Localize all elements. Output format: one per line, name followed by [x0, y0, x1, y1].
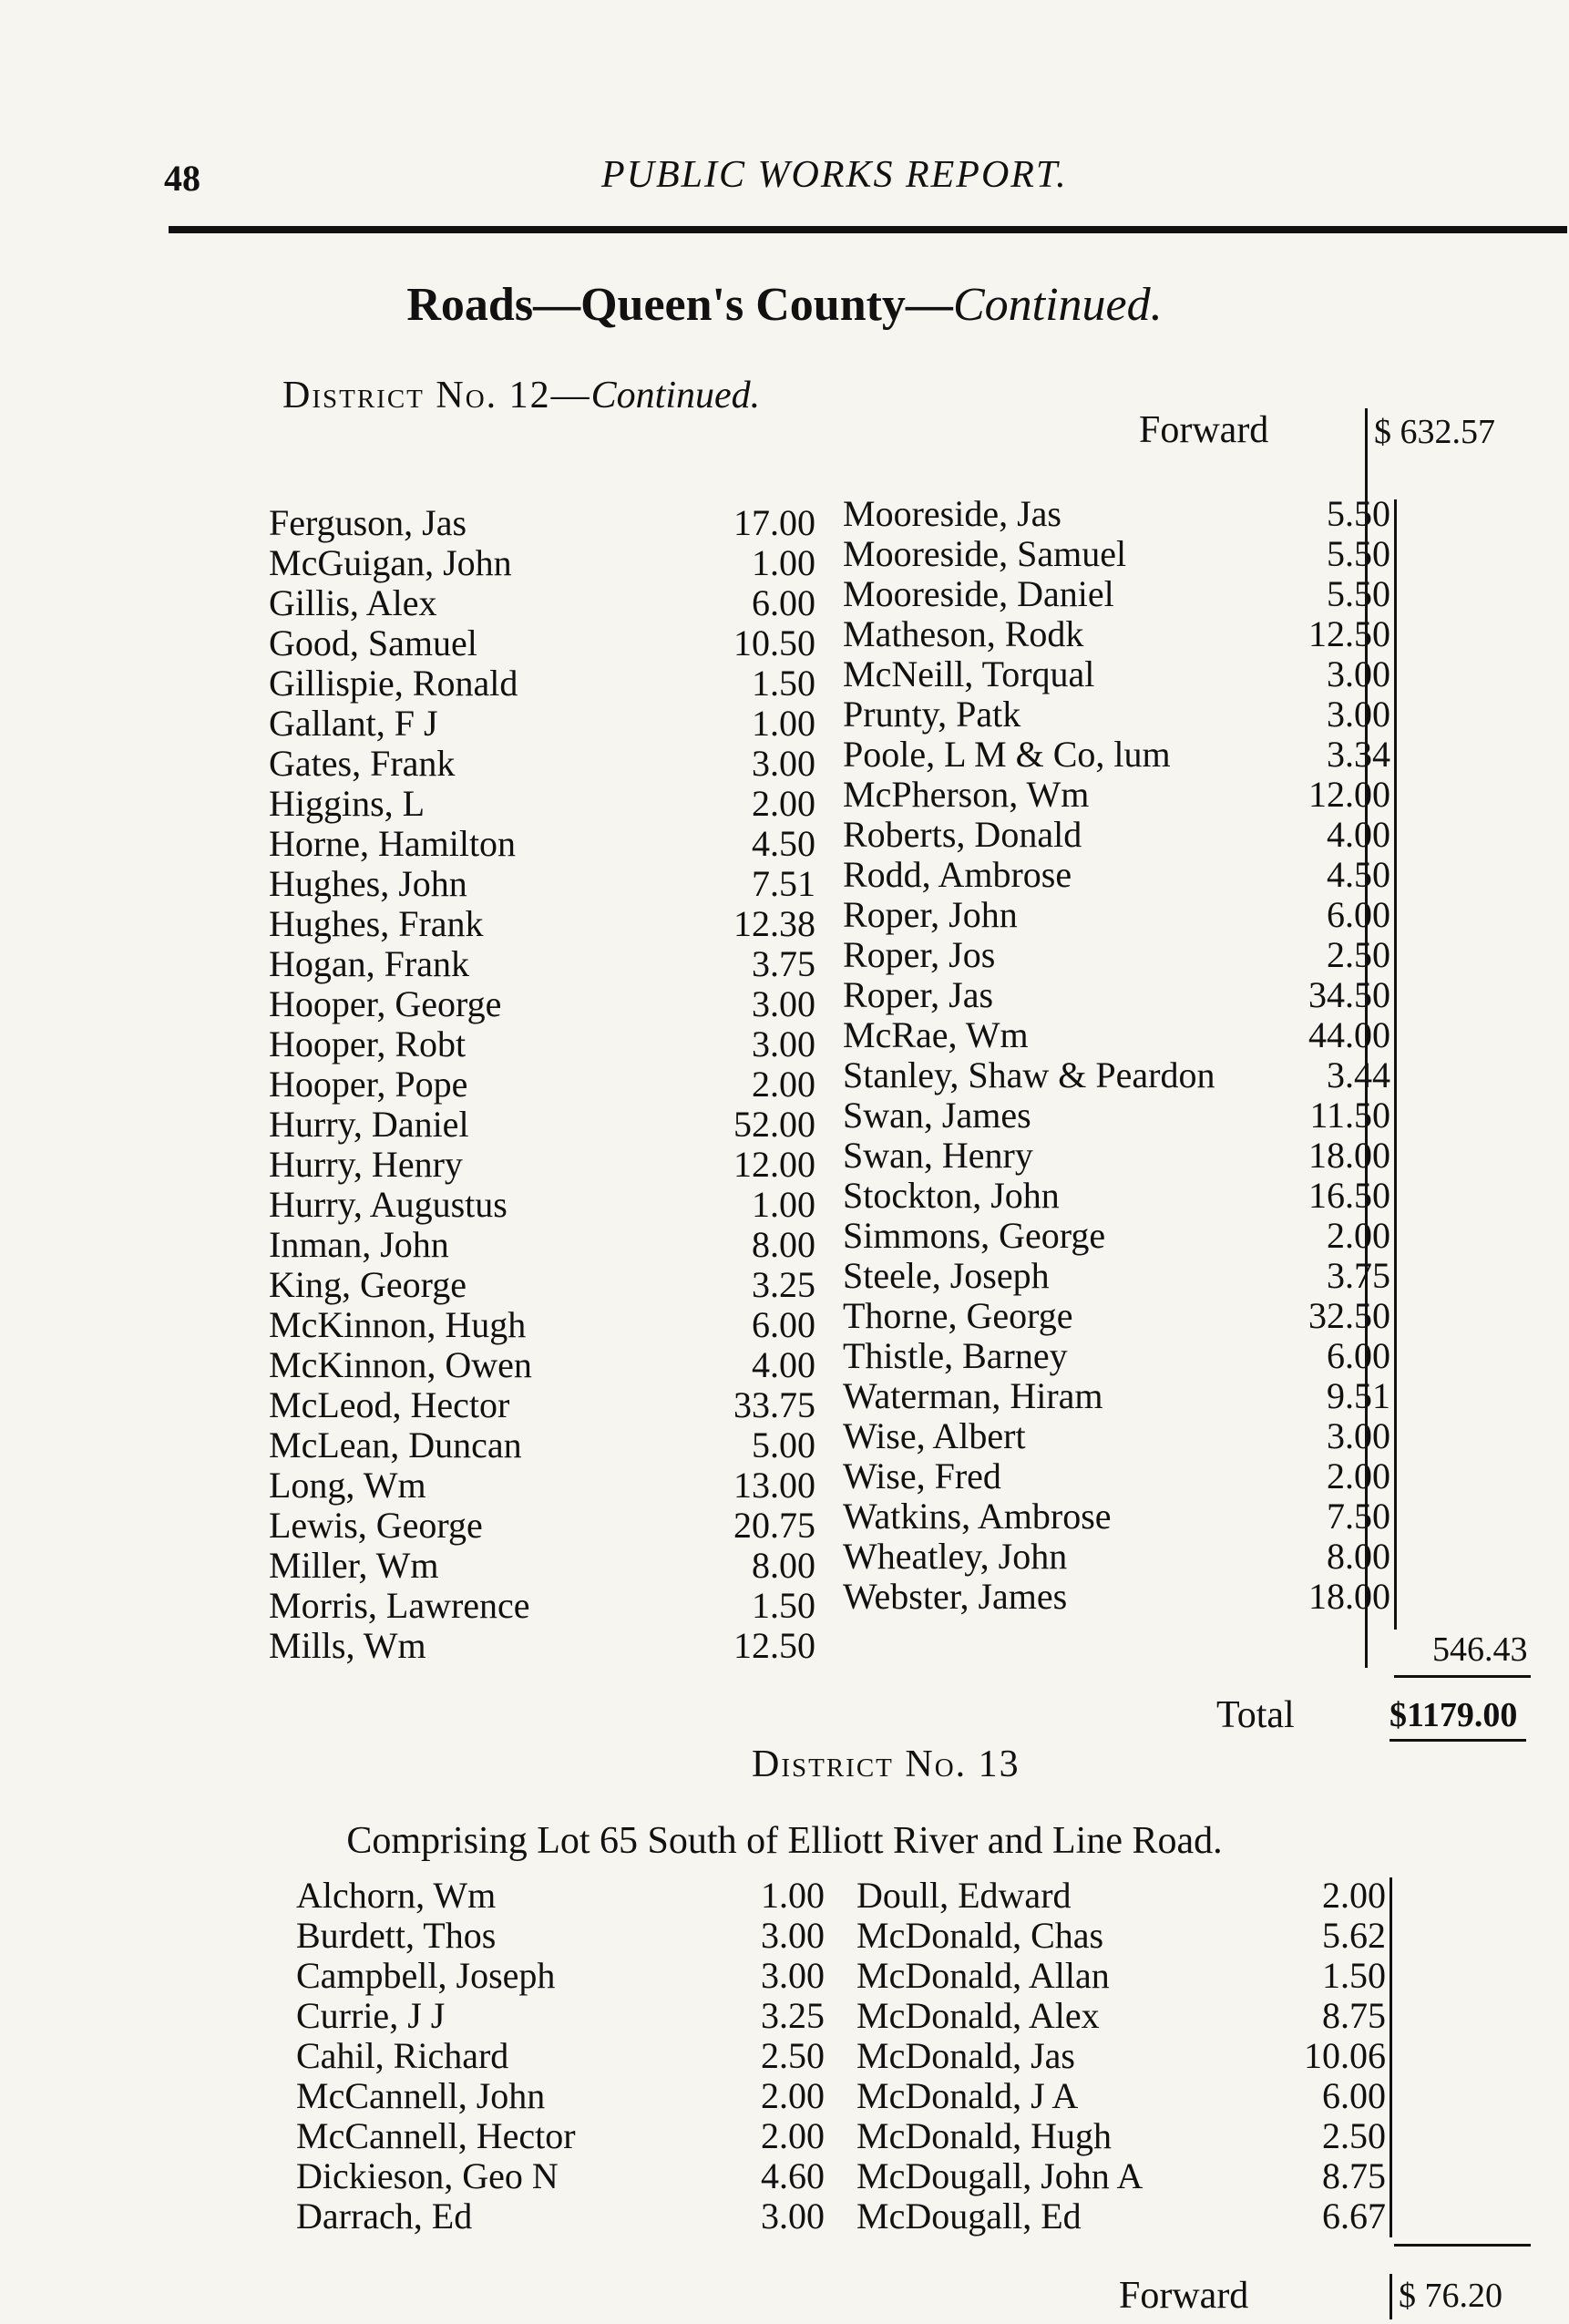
ledger-row: [856, 1916, 1390, 1956]
ledger-amount: 3.44: [1327, 1054, 1390, 1095]
ledger-name: Hughes, John: [269, 863, 467, 904]
ledger-row: [843, 935, 1394, 975]
district-13-forward-rule: [1390, 2274, 1392, 2319]
ledger-row: [856, 1956, 1390, 1996]
ledger-amount: 5.50: [1327, 493, 1390, 534]
ledger-amount: 4.60: [761, 2155, 825, 2196]
ledger-row: [856, 1996, 1390, 2036]
ledger-name: Hurry, Augustus: [269, 1184, 508, 1225]
ledger-name: McRae, Wm: [843, 1014, 1029, 1055]
district-13-right-column: [856, 1876, 1390, 2237]
ledger-name: McLeod, Hector: [269, 1384, 510, 1425]
ledger-row: [843, 694, 1394, 735]
ledger-amount: 2.50: [761, 2035, 825, 2076]
ledger-amount: 52.00: [733, 1104, 815, 1145]
ledger-name: Miller, Wm: [269, 1545, 439, 1586]
ledger-row: [269, 623, 815, 663]
ledger-amount: 8.75: [1322, 2155, 1386, 2196]
district-12-column-rule: [1394, 499, 1397, 1630]
ledger-name: McLean, Duncan: [269, 1424, 522, 1465]
ledger-amount: 12.00: [1308, 774, 1390, 815]
ledger-row: [269, 984, 815, 1024]
ledger-name: McDougall, Ed: [856, 2195, 1082, 2237]
ledger-name: Swan, James: [843, 1095, 1031, 1136]
ledger-row: [269, 1064, 815, 1105]
district-13-column-rule: [1390, 1877, 1392, 2237]
ledger-row: [296, 1956, 825, 1996]
ledger-row: [843, 1416, 1394, 1456]
ledger-name: McDonald, Alex: [856, 1995, 1100, 2036]
ledger-row: [269, 824, 815, 864]
ledger-row: [296, 2076, 825, 2116]
ledger-name: Burdett, Thos: [296, 1915, 497, 1956]
ledger-name: Stockton, John: [843, 1175, 1060, 1216]
district-13-left-column: [296, 1876, 825, 2237]
ledger-row: [843, 775, 1394, 815]
district-13-heading: District No. 13: [752, 1743, 1020, 1785]
ledger-amount: 8.75: [1322, 1995, 1386, 2036]
ledger-row: [843, 1055, 1394, 1095]
district-12-right-column: [843, 494, 1394, 1617]
ledger-amount: 4.00: [1327, 814, 1390, 855]
ledger-amount: 3.34: [1327, 734, 1390, 775]
ledger-name: Hooper, Pope: [269, 1064, 468, 1105]
ledger-name: Hooper, George: [269, 983, 502, 1024]
ledger-name: McDonald, Chas: [856, 1915, 1104, 1956]
section-title-main: Roads—Queen's County—: [406, 279, 953, 331]
ledger-amount: 12.38: [733, 903, 815, 944]
ledger-name: Gillis, Alex: [269, 582, 437, 623]
ledger-amount: 3.75: [752, 943, 815, 984]
ledger-name: Horne, Hamilton: [269, 823, 517, 864]
ledger-amount: 7.51: [752, 863, 815, 904]
ledger-amount: 6.00: [752, 1304, 815, 1345]
ledger-row: [269, 1145, 815, 1185]
ledger-amount: 2.00: [1322, 1875, 1386, 1916]
ledger-amount: 34.50: [1308, 974, 1390, 1015]
ledger-row: [843, 1216, 1394, 1256]
ledger-row: [269, 1265, 815, 1305]
ledger-name: Wheatley, John: [843, 1536, 1068, 1577]
ledger-name: Mooreside, Jas: [843, 493, 1061, 534]
ledger-amount: 12.00: [733, 1144, 815, 1185]
ledger-row: [843, 1176, 1394, 1216]
ledger-amount: 2.50: [1322, 2115, 1386, 2156]
ledger-row: [269, 784, 815, 824]
district-12-total-label: Total: [1216, 1694, 1295, 1736]
ledger-name: Webster, James: [843, 1576, 1068, 1617]
ledger-row: [269, 1465, 815, 1506]
ledger-name: Hughes, Frank: [269, 903, 484, 944]
ledger-name: McKinnon, Owen: [269, 1344, 532, 1385]
ledger-row: [843, 735, 1394, 775]
ledger-row: [296, 2116, 825, 2156]
ledger-amount: 8.00: [752, 1545, 815, 1586]
ledger-amount: 44.00: [1308, 1014, 1390, 1055]
ledger-amount: 2.00: [752, 1064, 815, 1105]
ledger-name: Good, Samuel: [269, 622, 477, 663]
district-13-forward-amount: $ 76.20: [1399, 2277, 1502, 2315]
ledger-amount: 4.50: [752, 823, 815, 864]
ledger-row: [269, 1546, 815, 1586]
ledger-name: McDonald, Allan: [856, 1955, 1110, 1996]
district-12-forward-label: Forward: [1139, 409, 1269, 451]
ledger-name: McDougall, John A: [856, 2155, 1143, 2196]
ledger-name: McGuigan, John: [269, 542, 512, 583]
ledger-amount: 17.00: [733, 502, 815, 543]
ledger-row: [856, 2196, 1390, 2237]
ledger-amount: 6.67: [1322, 2195, 1386, 2237]
ledger-amount: 3.25: [761, 1995, 825, 2036]
ledger-name: McDonald, J A: [856, 2075, 1079, 2116]
ledger-row: [856, 2116, 1390, 2156]
ledger-name: Roberts, Donald: [843, 814, 1082, 855]
ledger-name: Rodd, Ambrose: [843, 854, 1072, 895]
ledger-row: [269, 1185, 815, 1225]
ledger-row: [269, 1024, 815, 1064]
ledger-row: [269, 1586, 815, 1626]
ledger-row: [269, 864, 815, 904]
ledger-name: Cahil, Richard: [296, 2035, 509, 2076]
ledger-row: [856, 1876, 1390, 1916]
ledger-amount: 1.50: [752, 1585, 815, 1626]
ledger-amount: 2.50: [1327, 934, 1390, 975]
ledger-name: Hooper, Robt: [269, 1023, 467, 1064]
section-title-continued: Continued.: [952, 279, 1163, 331]
ledger-amount: 1.50: [1322, 1955, 1386, 1996]
ledger-amount: 3.75: [1327, 1255, 1390, 1296]
ledger-amount: 18.00: [1308, 1135, 1390, 1176]
ledger-name: Stanley, Shaw & Peardon: [843, 1054, 1215, 1095]
ledger-row: [843, 1376, 1394, 1416]
ledger-amount: 3.00: [1327, 694, 1390, 735]
ledger-row: [843, 1336, 1394, 1376]
ledger-name: Higgins, L: [269, 783, 426, 824]
ledger-row: [843, 1456, 1394, 1496]
ledger-row: [843, 1095, 1394, 1136]
ledger-name: Darrach, Ed: [296, 2195, 473, 2237]
ledger-name: Lewis, George: [269, 1505, 483, 1546]
ledger-amount: 20.75: [733, 1505, 815, 1546]
district-12-label: District No. 12—: [282, 375, 591, 416]
ledger-row: [843, 574, 1394, 614]
ledger-name: McKinnon, Hugh: [269, 1304, 527, 1345]
ledger-row: [269, 543, 815, 583]
ledger-name: Alchorn, Wm: [296, 1875, 497, 1916]
ledger-amount: 5.00: [752, 1424, 815, 1465]
running-head: PUBLIC WORKS REPORT.: [601, 154, 1068, 196]
ledger-amount: 32.50: [1308, 1295, 1390, 1336]
ledger-name: Long, Wm: [269, 1465, 426, 1506]
ledger-name: Ferguson, Jas: [269, 502, 467, 543]
ledger-amount: 2.00: [1327, 1455, 1390, 1496]
ledger-name: Watkins, Ambrose: [843, 1496, 1112, 1537]
ledger-row: [856, 2036, 1390, 2076]
page-number: 48: [164, 158, 200, 199]
ledger-row: [856, 2076, 1390, 2116]
ledger-row: [843, 1296, 1394, 1336]
ledger-amount: 5.50: [1327, 533, 1390, 574]
ledger-name: McPherson, Wm: [843, 774, 1090, 815]
ledger-row: [269, 1345, 815, 1385]
ledger-row: [296, 1876, 825, 1916]
ledger-name: Mooreside, Daniel: [843, 573, 1114, 614]
ledger-name: Simmons, George: [843, 1215, 1106, 1256]
ledger-amount: 2.00: [761, 2115, 825, 2156]
ledger-name: Matheson, Rodk: [843, 613, 1084, 654]
ledger-amount: 1.50: [752, 663, 815, 704]
ledger-amount: 6.00: [1322, 2075, 1386, 2116]
ledger-amount: 1.00: [752, 1184, 815, 1225]
ledger-amount: 33.75: [733, 1384, 815, 1425]
ledger-row: [856, 2156, 1390, 2196]
ledger-amount: 9.51: [1327, 1375, 1390, 1416]
ledger-name: Hurry, Henry: [269, 1144, 463, 1185]
ledger-name: McNeill, Torqual: [843, 653, 1095, 694]
ledger-amount: 6.00: [752, 582, 815, 623]
ledger-row: [843, 494, 1394, 534]
ledger-amount: 1.00: [752, 542, 815, 583]
ledger-name: Dickieson, Geo N: [296, 2155, 559, 2196]
district-12-subtotal: 546.43: [1432, 1630, 1528, 1669]
ledger-amount: 2.00: [752, 783, 815, 824]
ledger-name: McDonald, Jas: [856, 2035, 1075, 2076]
ledger-amount: 2.00: [1327, 1215, 1390, 1256]
ledger-row: [843, 1537, 1394, 1577]
ledger-amount: 10.06: [1304, 2035, 1386, 2076]
ledger-name: Mooreside, Samuel: [843, 533, 1127, 574]
ledger-amount: 16.50: [1308, 1175, 1390, 1216]
ledger-name: Currie, J J: [296, 1995, 446, 2036]
ledger-amount: 5.62: [1322, 1915, 1386, 1956]
ledger-amount: 3.00: [752, 983, 815, 1024]
ledger-name: McDonald, Hugh: [856, 2115, 1112, 2156]
ledger-row: [269, 1425, 815, 1465]
ledger-row: [269, 1506, 815, 1546]
district-12-heading: [282, 374, 760, 417]
ledger-amount: 13.00: [733, 1465, 815, 1506]
ledger-amount: 3.00: [1327, 653, 1390, 694]
ledger-name: Gillispie, Ronald: [269, 663, 518, 704]
ledger-amount: 4.00: [752, 1344, 815, 1385]
ledger-name: Doull, Edward: [856, 1875, 1072, 1916]
ledger-name: Inman, John: [269, 1224, 449, 1265]
ledger-name: Thistle, Barney: [843, 1335, 1068, 1376]
ledger-row: [843, 654, 1394, 694]
ledger-name: Roper, Jas: [843, 974, 994, 1015]
ledger-row: [269, 904, 815, 944]
ledger-row: [296, 1916, 825, 1956]
ledger-name: Wise, Fred: [843, 1455, 1001, 1496]
district-13-description: Comprising Lot 65 South of Elliott River and Line Road.: [346, 1820, 1223, 1862]
ledger-row: [269, 1225, 815, 1265]
ledger-name: Roper, Jos: [843, 934, 996, 975]
ledger-name: Gates, Frank: [269, 743, 456, 784]
ledger-name: Thorne, George: [843, 1295, 1073, 1336]
ledger-row: [296, 2196, 825, 2237]
ledger-amount: 10.50: [733, 622, 815, 663]
ledger-name: King, George: [269, 1264, 467, 1305]
ledger-name: Prunty, Patk: [843, 694, 1021, 735]
ledger-amount: 3.00: [761, 2195, 825, 2237]
ledger-amount: 12.50: [1308, 613, 1390, 654]
ledger-row: [843, 1577, 1394, 1617]
ledger-name: Gallant, F J: [269, 703, 438, 744]
ledger-name: Hurry, Daniel: [269, 1104, 469, 1145]
ledger-amount: 1.00: [752, 703, 815, 744]
ledger-row: [269, 583, 815, 623]
ledger-row: [843, 614, 1394, 654]
ledger-amount: 8.00: [752, 1224, 815, 1265]
ledger-amount: 3.25: [752, 1264, 815, 1305]
ledger-amount: 12.50: [733, 1625, 815, 1666]
ledger-amount: 7.50: [1327, 1496, 1390, 1537]
ledger-row: [843, 855, 1394, 895]
ledger-amount: 4.50: [1327, 854, 1390, 895]
ledger-amount: 18.00: [1308, 1576, 1390, 1617]
ledger-name: McCannell, John: [296, 2075, 546, 2116]
ledger-name: McCannell, Hector: [296, 2115, 576, 2156]
ledger-amount: 3.00: [752, 1023, 815, 1064]
ledger-row: [269, 663, 815, 704]
ledger-amount: 3.00: [761, 1955, 825, 1996]
ledger-amount: 6.00: [1327, 1335, 1390, 1376]
ledger-row: [269, 503, 815, 543]
district-12-total-amount: $1179.00: [1390, 1696, 1518, 1734]
ledger-row: [843, 1256, 1394, 1296]
ledger-row: [843, 1496, 1394, 1537]
ledger-row: [269, 1385, 815, 1425]
ledger-row: [843, 815, 1394, 855]
ledger-name: Steele, Joseph: [843, 1255, 1050, 1296]
ledger-amount: 2.00: [761, 2075, 825, 2116]
ledger-row: [843, 975, 1394, 1015]
ledger-name: Poole, L M & Co, lum: [843, 734, 1171, 775]
ledger-row: [269, 1305, 815, 1345]
district-12-continued: Continued.: [590, 375, 761, 416]
ledger-name: Swan, Henry: [843, 1135, 1033, 1176]
ledger-row: [296, 2036, 825, 2076]
ledger-amount: 3.00: [752, 743, 815, 784]
ledger-row: [269, 944, 815, 984]
ledger-row: [296, 2156, 825, 2196]
ledger-amount: 1.00: [761, 1875, 825, 1916]
header-rule: [169, 226, 1567, 233]
ledger-row: [843, 1136, 1394, 1176]
district-12-forward-amount: $ 632.57: [1374, 413, 1495, 451]
district-12-left-column: [269, 503, 815, 1666]
ledger-name: Wise, Albert: [843, 1415, 1026, 1456]
ledger-name: Waterman, Hiram: [843, 1375, 1103, 1416]
ledger-name: Hogan, Frank: [269, 943, 469, 984]
ledger-name: Morris, Lawrence: [269, 1585, 530, 1626]
ledger-amount: 5.50: [1327, 573, 1390, 614]
section-title: [0, 278, 1569, 332]
ledger-amount: 8.00: [1327, 1536, 1390, 1577]
ledger-row: [269, 1626, 815, 1666]
ledger-name: Campbell, Joseph: [296, 1955, 556, 1996]
ledger-row: [296, 1996, 825, 2036]
ledger-amount: 3.00: [1327, 1415, 1390, 1456]
ledger-row: [269, 744, 815, 784]
ledger-amount: 6.00: [1327, 894, 1390, 935]
district-13-sum-rule: [1394, 2244, 1531, 2247]
ledger-amount: 11.50: [1309, 1095, 1390, 1136]
ledger-amount: 3.00: [761, 1915, 825, 1956]
district-12-subtotal-rule: [1394, 1675, 1531, 1678]
ledger-name: Mills, Wm: [269, 1625, 426, 1666]
district-13-forward-label: Forward: [1119, 2275, 1249, 2317]
ledger-row: [843, 1015, 1394, 1055]
district-12-total-underline: [1390, 1739, 1526, 1742]
ledger-row: [269, 704, 815, 744]
ledger-row: [843, 534, 1394, 574]
ledger-row: [843, 895, 1394, 935]
ledger-name: Roper, John: [843, 894, 1018, 935]
ledger-row: [269, 1105, 815, 1145]
